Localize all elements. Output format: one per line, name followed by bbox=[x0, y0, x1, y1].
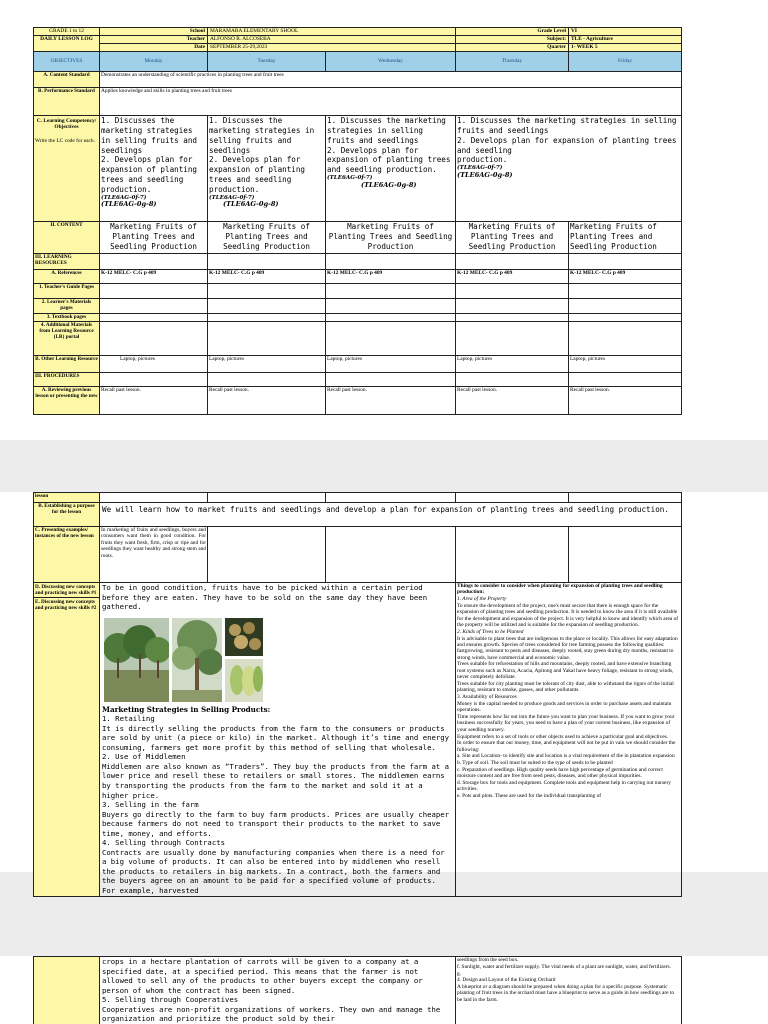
fruit-photos bbox=[104, 618, 453, 702]
reference-thursday: K-12 MELC- C.G p 409 bbox=[456, 270, 569, 284]
planning-considerations-continued bbox=[456, 957, 682, 1024]
review-tuesday: Recall past lesson. bbox=[208, 387, 326, 415]
quarter: 1- WEEK 5 bbox=[569, 44, 682, 52]
lc-code-2: (TLE6AG-0g-8) bbox=[457, 170, 513, 179]
reference-wednesday: K-12 MELC- C.G p 409 bbox=[326, 270, 456, 284]
things-line: A blueprint or a diagram should be prepared when doing a plan for a specific purpose. Systematic planting of fruit trees in the orchard must have a blueprint to serve as a guide in how seedlings are to be laid in the farm. bbox=[457, 984, 675, 1003]
mango-fruit-photo bbox=[225, 659, 263, 702]
other-resources-tuesday: Laptop, pictures bbox=[208, 356, 326, 373]
strategy-line: 3. Selling in the farm bbox=[102, 800, 199, 810]
lesson-log-table-continued bbox=[33, 492, 682, 897]
things-line: Things to consider to consider when planning for expansion of planting trees and seedling production: bbox=[457, 583, 663, 596]
things-line: To ensure the development of the project, one's must secure that there is enough space for the expansion of planting trees and seedling production. It is needed to know the area if it is still available for the development and expansion of the project. It is very helpful to know and identify which area of the property will be utilized and is suitable for the expansion of seedling production. bbox=[457, 602, 679, 629]
lc-code-2: (TLE6AG-0g-8) bbox=[361, 180, 417, 189]
learning-competency-cell bbox=[34, 116, 100, 222]
performance-standard-label: B. Performance Standard bbox=[34, 88, 100, 116]
procedures-label: III. PROCEDURES bbox=[34, 373, 100, 387]
review-monday: Recall past lesson. bbox=[100, 387, 208, 415]
things-line: 4. Design and Layout of the Existing Orchard bbox=[457, 977, 556, 984]
orchard-trees-photo bbox=[104, 618, 169, 702]
things-line: Trees suitable for reforestation of hills and mountains, deeply rooted, and have extensive branching root systems such as Narra, Acacia, Apitong and Yakal have heavy foliage, resistant to strong winds, never completely defoliate. bbox=[457, 661, 674, 681]
examples-text: In marketing of fruits and seedlings, buyers and consumers want them in good condition. For fruits they want fresh, firm, crisp or ripe and for seedlings they want healthy and strong stem and roots. bbox=[100, 527, 208, 583]
things-line: Trees suitable for city planting must be tolerant of city dust, able to withstand the rigors of the initial planting, resistant to smoke, gasses, and other pollutants. bbox=[457, 680, 674, 694]
things-line: In order to ensure that our money, time, and equipment will not be put in vain we should consider the following: bbox=[457, 740, 676, 753]
grade-range: GRADE 1 to 12 bbox=[34, 28, 100, 36]
things-line: Money is the capital needed to produce goods and services in order to purchase assets and maintain operations. bbox=[457, 700, 672, 714]
date-label: Date bbox=[100, 44, 208, 52]
lesson-log-table-page-3 bbox=[33, 956, 682, 1024]
lc-code-2: (TLE6AG-0g-8) bbox=[101, 200, 157, 209]
lc-code-1: (TLE6AG-0f-7) bbox=[101, 194, 147, 201]
strategy-line: 1. Retailing bbox=[102, 714, 155, 724]
day-tuesday: Tuesday bbox=[208, 52, 326, 72]
things-line: b. Type of soil. The soil must be suited to the type of seeds to be planted bbox=[457, 760, 613, 767]
other-resources-monday: Laptop, pictures bbox=[100, 356, 208, 373]
things-line: seedlings from the seed box. bbox=[457, 957, 519, 963]
teacher-label: Teacher bbox=[100, 36, 208, 44]
topic-thursday: Marketing Fruits of Planting Trees and Seedling Production bbox=[456, 222, 569, 254]
strategy-line: It is directly selling the products from the farm to the consumers or products are sold by unit (a piece or kilo) in the market. Although it’s time and energy consuming, farmers get more profit by this method of selling that wholesale. bbox=[102, 723, 450, 752]
things-line: a. Site and Location- to identify site and location is a vital requirement of the in plantation expansion bbox=[457, 753, 675, 760]
school-name: MARAMARA ELEMENTARY SHOOL bbox=[208, 28, 456, 36]
other-resources-friday: Laptop, pictures bbox=[569, 356, 682, 373]
textbook-pages-label: 3. Textbook pages bbox=[34, 314, 100, 322]
strategies-list bbox=[102, 714, 453, 895]
lc-text: 1. Discusses the marketing strategies in selling fruits and seedlings 2. Develops plan for expansion of planting trees and seedling production. bbox=[327, 116, 451, 175]
discussion-intro: To be in good condition, fruits have to be picked within a certain period before they are eaten. They have to be sold on the same day they have been gathered. bbox=[102, 583, 428, 612]
strategies-title: Marketing Strategies in Selling Products: bbox=[102, 704, 271, 714]
things-line: c. Preparation of seedlings. High quality seeds have high percentage of germination and correct moisture content and are free from seed pests, diseases, and other physical impurities. bbox=[457, 766, 663, 780]
strategy-line: Contracts are usually done by manufacturing companies when there is a need for a big volume of products. It can also be entered into by middlemen who resell the products to retailers in big markets. In a contract, both the farmers and the buyers agree on an amount to be paid for a specified volume of products. For example, harvested bbox=[102, 847, 445, 895]
content-label: II. CONTENT bbox=[34, 222, 100, 254]
teachers-guide-label: 1. Teacher's Guide Pages bbox=[34, 284, 100, 299]
additional-materials-label: 4. Additional Materials from Learning Resource (LR) portal bbox=[34, 322, 100, 356]
grade-level: VI bbox=[569, 28, 682, 36]
lc-code-1: (TLE6AG-0f-7) bbox=[209, 194, 255, 201]
reference-tuesday: K-12 MELC- C.G p 409 bbox=[208, 270, 326, 284]
lc-code-2: (TLE6AG-0g-8) bbox=[223, 200, 279, 209]
contract-continued: crops in a hectare plantation of carrots will be given to a company at a specified date, at a specified period. This means that the farmer is not allowed to sell any of the products to other buyers except the company or person of whom the contract has been signed. 5. Selling through Cooperatives Cooperatives are non-profit organizations of workers. They own and manage the organization and prioritize the product sold by their bbox=[100, 957, 456, 1024]
lc-thursday-friday bbox=[456, 116, 682, 222]
learning-competency-label: C. Learning Competency/ Objectives bbox=[36, 118, 97, 131]
lc-monday bbox=[100, 116, 208, 222]
other-resources-label: B. Other Learning Resource bbox=[34, 356, 100, 373]
content-standard-label: A. Content Standard bbox=[34, 72, 100, 88]
things-line: d. Storage box for tools and equipment. Complete tools and equipment help in carrying out nursery activities. bbox=[457, 780, 671, 793]
subject-label: Subject: bbox=[456, 36, 569, 44]
topic-monday: Marketing Fruits of Planting Trees and Seedling Production bbox=[100, 222, 208, 254]
review-friday: Recall past lesson. bbox=[569, 387, 682, 415]
strategy-line: Middlemen are also known as “Traders”. They buy the products from the farm at a lower price and resell these to retailers or small stores. The middlemen earns by transporting the products from the farm to the market and sold it at a higher price. bbox=[102, 761, 450, 800]
day-friday: Friday bbox=[569, 52, 682, 72]
topic-friday: Marketing Fruits of Planting Trees and Seedling Production bbox=[569, 222, 682, 254]
planning-considerations bbox=[456, 583, 682, 897]
review-thursday: Recall past lesson. bbox=[456, 387, 569, 415]
day-thursday: Thursday bbox=[456, 52, 569, 72]
lc-tuesday bbox=[208, 116, 326, 222]
strategy-line: Buyers go directly to the farm to buy farm products. Prices are usually cheaper because farmers do not need to transport their products to the market to save time, money, and efforts. bbox=[102, 809, 450, 838]
lc-text: 1. Discusses the marketing strategies in selling fruits and seedlings 2. Develops plan for expansion of planting trees and seedling production. bbox=[457, 116, 677, 165]
other-resources-wednesday: Laptop, pictures bbox=[326, 356, 456, 373]
reviewing-label: A. Reviewing previous lesson or presenting the new bbox=[34, 387, 100, 415]
discussing-2-label: E. Discussing new concepts and practicing new skills #2 bbox=[34, 597, 99, 612]
learners-materials-label: 2. Learner's Materials pages bbox=[34, 299, 100, 314]
page3-label-cell bbox=[34, 957, 100, 1024]
reference-monday: K-12 MELC- C.G p 409 bbox=[100, 270, 208, 284]
grade-level-label: Grade Level bbox=[456, 28, 569, 36]
things-line: 2. Kinds of Trees to be Planted bbox=[457, 628, 524, 635]
fruit-photo-stack bbox=[225, 618, 263, 702]
reference-friday: K-12 MELC- C.G p 409 bbox=[569, 270, 682, 284]
topic-wednesday: Marketing Fruits of Planting Trees and Seedling Production bbox=[326, 222, 456, 254]
lesson-log-table bbox=[33, 27, 682, 415]
purpose-label: B. Establishing a purpose for the lesson bbox=[34, 503, 100, 527]
day-monday: Monday bbox=[100, 52, 208, 72]
things-line: 3. Availability of Resources bbox=[457, 694, 517, 701]
page-2 bbox=[0, 492, 768, 895]
day-wednesday: Wednesday bbox=[326, 52, 456, 72]
lc-text: 1. Discusses the marketing strategies in selling fruits and seedlings 2. Develops plan for expansion of planting trees and seedling production. bbox=[101, 116, 198, 195]
page-1 bbox=[0, 0, 768, 440]
performance-standard: Applies knowledge and skills in planting trees and fruit trees bbox=[100, 88, 682, 116]
topic-tuesday: Marketing Fruits of Planting Trees and Seedling Production bbox=[208, 222, 326, 254]
date: SEPTEMBER 25-29,2023 bbox=[208, 44, 456, 52]
review-wednesday: Recall past lesson. bbox=[326, 387, 456, 415]
lc-code-note: Write the LC code for each. bbox=[35, 137, 95, 144]
other-resources-thursday: Laptop, pictures bbox=[456, 356, 569, 373]
things-line: g. bbox=[457, 970, 462, 977]
tree-canopy-photo bbox=[172, 618, 222, 702]
things-line: Equipment refers to a set of tools or other objects used to achieve a particular goal and objectives. bbox=[457, 733, 669, 740]
references-label: A. References bbox=[34, 270, 100, 284]
lesson-purpose: We will learn how to market fruits and seedlings and develop a plan for expansion of planting trees and seedling production. bbox=[100, 503, 682, 527]
examples-label: C. Presenting examples/ instances of the new lesson bbox=[34, 527, 100, 583]
lc-wednesday bbox=[326, 116, 456, 222]
things-line: Time represents how far out into the future you want to plan your business. If you want to grow your business successfully for years, you need to have a plan of your current business, like expansion of your seedling nursery. bbox=[457, 714, 675, 733]
things-line: 1. Area of the Property bbox=[457, 596, 507, 603]
things-line: It is advisable to plant trees that are indigenous to the place or locality. This allows for easy adaptation and ensures growth. Species of trees considered for tree farming possess the following qualities: fastgrowing, resistant to pests and diseases, deeply rooted, stay green during dry months, resistant to strong winds, have commercial and economic value. bbox=[457, 635, 678, 661]
lc-text: 1. Discusses the marketing strategies in selling fruits and seedlings 2. Develops plan for expansion of planting trees and seedling production. bbox=[209, 116, 315, 195]
objectives-header: OBJECTIVES bbox=[34, 52, 100, 72]
teacher-name: ALFONSO R. ALCOSEBA bbox=[208, 36, 456, 44]
discussing-1-label: D. Discussing new concepts and practicing new skills #1 bbox=[35, 584, 97, 597]
things-line: e. Pots and plots. These are used for the individual transplanting of bbox=[457, 793, 602, 800]
strategy-line: 4. Selling through Contracts bbox=[102, 838, 226, 848]
lesson-label: lesson bbox=[34, 493, 100, 503]
quarter-label: Quarter bbox=[456, 44, 569, 52]
lc-code-1: (TLE6AG-0f-7) bbox=[457, 165, 503, 172]
subject: TLE - Agriculture bbox=[569, 36, 682, 44]
fruit-bunch-photo bbox=[225, 618, 263, 656]
school-label: School bbox=[100, 28, 208, 36]
learning-resources-label: III. LEARNING RESOURCES bbox=[34, 254, 100, 270]
log-title: DAILY LESSON LOG bbox=[34, 36, 100, 52]
discussion-labels bbox=[34, 583, 100, 897]
things-line: f. Sunlight, water and fertilizer supply. The vital needs of a plant are sunlight, water, and fertilizers. bbox=[457, 963, 671, 970]
lc-code-1: (TLE6AG-0f-7) bbox=[327, 175, 373, 182]
discussion-content bbox=[100, 583, 456, 897]
content-standard: Demonstrates an understanding of scientific practices in planting trees and fruit trees bbox=[100, 72, 682, 88]
strategy-line: 2. Use of Middlemen bbox=[102, 752, 186, 762]
page-3 bbox=[0, 956, 768, 1024]
